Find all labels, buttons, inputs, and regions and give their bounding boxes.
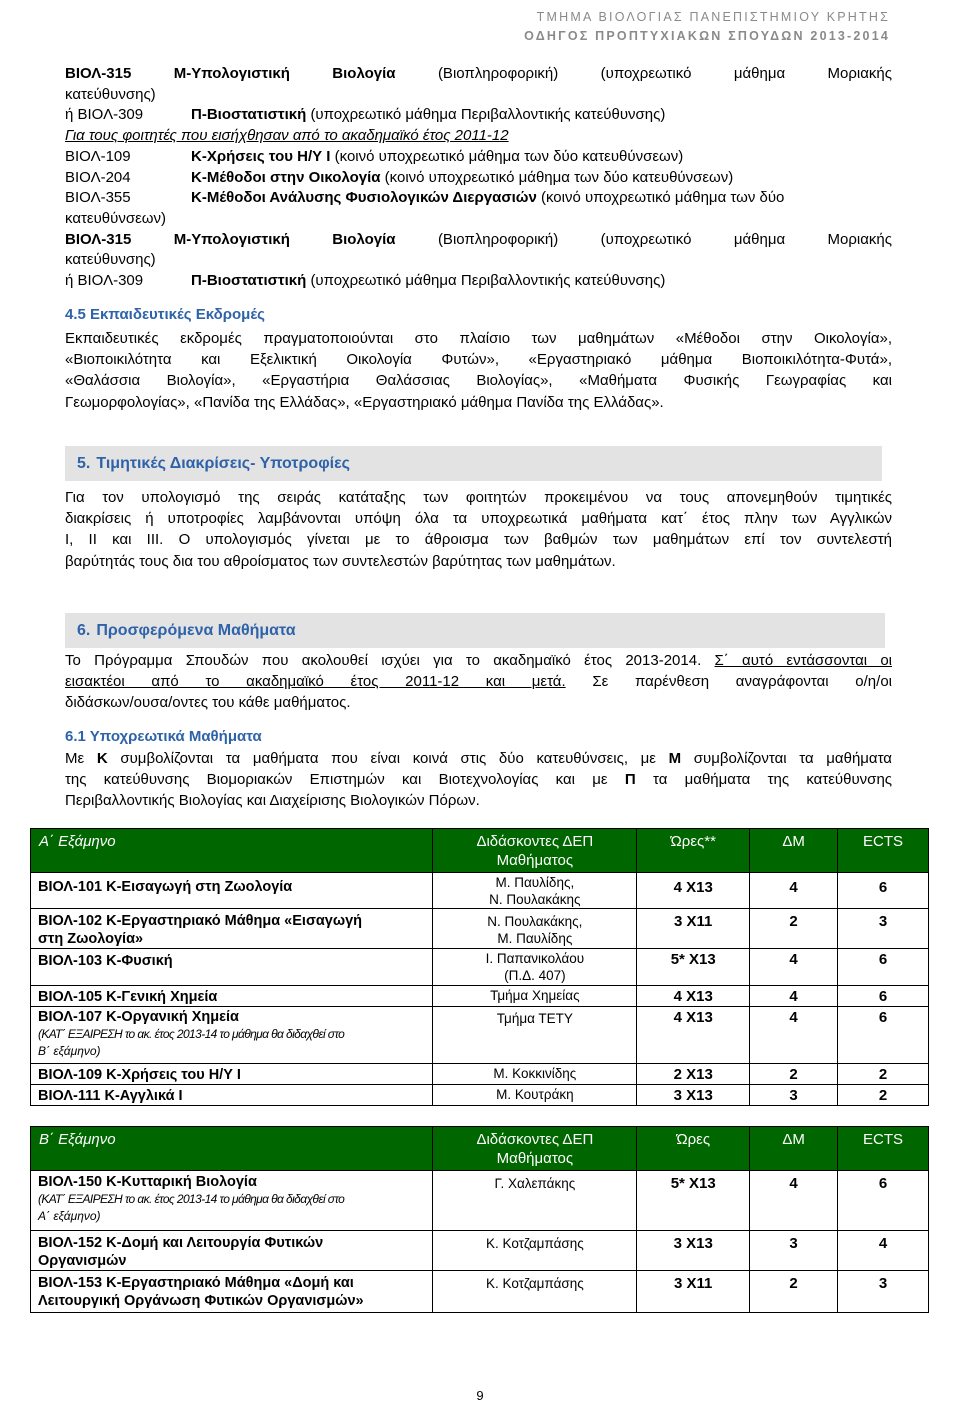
column-header: Διδάσκοντες ΔΕΠ Μαθήματος bbox=[433, 1127, 637, 1171]
section-6-1 bbox=[65, 727, 892, 812]
course-list bbox=[65, 64, 892, 292]
section-5-paragraph: Για τον υπολογισμό της σειράς κατάταξης των φοιτητών προκειμένου να τους απονεμηθούν τιμητικές διακρίσεις ή υποτροφίες λαμβάνονται υπόψη όλα τα υποχρεωτικά μαθήματα κατ΄ έτος πλην των Αγγλικών Ι, ΙΙ και ΙΙΙ. Ο υπολογισμός γίνεται με το άθροισμα των βαθμών των μαθημάτων επί τον συντελεστή βαρύτητάς τους δια του αθροίσματος των συντελεστών βαρύτητας των μαθημάτων. bbox=[65, 489, 892, 570]
table-row: ΒΙΟΛ-150 Κ-Κυτταρική Βιολογία (ΚΑΤ΄ ΕΞΑΙΡΕΣΗ το ακ. έτος 2013-14 το μάθημα θα διδαχθεί στο Α΄ εξάμηνο) Γ. Χαλεπάκης 5* Χ13 4 6 bbox=[31, 1171, 929, 1231]
section-5-heading: 5. Τιμητικές Διακρίσεις- Υποτροφίες bbox=[65, 446, 882, 481]
column-header: ΔΜ bbox=[750, 829, 838, 873]
list-item: ΒΙΟΛ-204 Κ-Μέθοδοι στην Οικολογία (κοινό υποχρεωτικό μάθημα των δύο κατευθύνσεων) bbox=[65, 168, 734, 186]
section-title: 6.1 Υποχρεωτικά Μαθήματα bbox=[65, 728, 262, 745]
table-row: ΒΙΟΛ-102 Κ-Εργαστηριακό Μάθημα «Εισαγωγή στη Ζωολογία» Ν. Πουλακάκης, Μ. Παυλίδης 3 Χ11 2 3 bbox=[31, 909, 929, 949]
list-item: ή ΒΙΟΛ-309 Π-Βιοστατιστική (υποχρεωτικό μάθημα Περιβαλλοντικής κατεύθυνσης) bbox=[65, 106, 666, 124]
table-row: ΒΙΟΛ-101 Κ-Εισαγωγή στη Ζωολογία Μ. Παυλίδης, Ν. Πουλακάκης 4 Χ13 4 6 bbox=[31, 873, 929, 909]
column-header: ΔΜ bbox=[750, 1127, 838, 1171]
semester-b-table bbox=[30, 1126, 929, 1313]
section-title: 4.5 Εκπαιδευτικές Εκδρομές bbox=[65, 306, 265, 323]
column-header: Β΄ Εξάμηνο bbox=[31, 1127, 433, 1171]
header-line-2: ΟΔΗΓΟΣ ΠΡΟΠΤΥΧΙΑΚΩΝ ΣΠΟΥΔΩΝ 2013-2014 bbox=[524, 29, 890, 43]
table-row: ΒΙΟΛ-109 Κ-Χρήσεις του Η/Υ Ι Μ. Κοκκινίδης 2 Χ13 2 2 bbox=[31, 1064, 929, 1085]
list-item: ΒΙΟΛ-109 Κ-Χρήσεις του Η/Υ Ι (κοινό υποχρεωτικό μάθημα των δύο κατευθύνσεων) bbox=[65, 147, 684, 165]
section-paragraph: Με Κ συμβολίζονται τα μαθήματα που είναι κοινά στις δύο κατευθύνσεις, με Μ συμβολίζονται τα μαθήματα της κατεύθυνσης Βιομοριακών Επιστημών και Βιοτεχνολογίας και με Π τα μαθήματα της κατεύθυνσης Περιβαλλοντικής Βιολογίας και Διαχείρισης Βιολογικών Πόρων. bbox=[65, 750, 893, 810]
table-row: ΒΙΟΛ-107 Κ-Οργανική Χημεία (ΚΑΤ΄ ΕΞΑΙΡΕΣΗ το ακ. έτος 2013-14 το μάθημα θα διδαχθεί στο Β΄ εξάμηνο) Τμήμα ΤΕΤΥ 4 Χ13 4 6 bbox=[31, 1007, 929, 1064]
page-number: 9 bbox=[476, 1388, 484, 1403]
list-item: ΒΙΟΛ-355 Κ-Μέθοδοι Ανάλυσης Φυσιολογικών Διεργασιών (κοινό υποχρεωτικό μάθημα των δύο bbox=[65, 189, 785, 207]
column-header: ECTS bbox=[838, 829, 929, 873]
list-item: Για τους φοιτητές που εισήχθησαν από το ακαδημαϊκό έτος 2011-12 bbox=[65, 127, 509, 145]
table-row: ΒΙΟΛ-153 Κ-Εργαστηριακό Μάθημα «Δομή και Λειτουργική Οργάνωση Φυτικών Οργανισμών» Κ. Κοτζαμπάσης 3 Χ11 2 3 bbox=[31, 1271, 929, 1313]
list-item: ΒΙΟΛ-315 Μ-Υπολογιστική Βιολογία (Βιοπληροφορική) (υποχρεωτικό μάθημα Μοριακής bbox=[65, 65, 892, 82]
section-paragraph: Εκπαιδευτικές εκδρομές πραγματοποιούνται στο πλαίσιο των μαθημάτων «Μέθοδοι στην Οικολογία», «Βιοποικιλότητα και Εξελικτική Οικολογία Φυτών», «Εργαστηριακό μάθημα Βιοποικιλότητα-Φυτά», «Θαλάσσια Βιολογία», «Εργαστήρια Θαλάσσιας Βιολογίας», «Μαθήματα Φυσικής Γεωγραφίας και Γεωμορφολογίας», «Πανίδα της Ελλάδας», «Εργαστηριακό μάθημα Πανίδα της Ελλάδας». bbox=[65, 330, 892, 411]
running-header bbox=[524, 8, 890, 46]
column-header: Διδάσκοντες ΔΕΠ Μαθήματος bbox=[433, 829, 637, 873]
list-item: ΒΙΟΛ-315 Μ-Υπολογιστική Βιολογία (Βιοπληροφορική) (υποχρεωτικό μάθημα Μοριακής bbox=[65, 230, 892, 248]
section-6-heading: 6. Προσφερόμενα Μαθήματα bbox=[65, 613, 885, 648]
table-row: ΒΙΟΛ-152 Κ-Δομή και Λειτουργία Φυτικών Οργανισμών Κ. Κοτζαμπάσης 3 Χ13 3 4 bbox=[31, 1231, 929, 1271]
table-header-row bbox=[31, 829, 929, 873]
column-header: Ώρες** bbox=[637, 829, 750, 873]
list-item: κατεύθυνσης) bbox=[65, 85, 156, 103]
column-header: ECTS bbox=[838, 1127, 929, 1171]
section-4-5 bbox=[65, 305, 892, 413]
section-6-paragraph: Το Πρόγραμμα Σπουδών που ακολουθεί ισχύει για το ακαδημαϊκό έτος 2013-2014. Σ΄ αυτό εντάσσονται οι εισακτέοι από το ακαδημαϊκό έτος 2011-12 και μετά. Σε παρένθεση αναγράφονται ο/η/οι διδάσκων/ουσα/οντες του κάθε μαθήματος. bbox=[65, 652, 893, 712]
header-line-1: ΤΜΗΜΑ ΒΙΟΛΟΓΙΑΣ ΠΑΝΕΠΙΣΤΗΜΙΟΥ ΚΡΗΤΗΣ bbox=[536, 10, 890, 24]
semester-a-table bbox=[30, 828, 929, 1106]
column-header: Α΄ Εξάμηνο bbox=[31, 829, 433, 873]
column-header: Ώρες bbox=[637, 1127, 750, 1171]
list-item: ή ΒΙΟΛ-309 Π-Βιοστατιστική (υποχρεωτικό μάθημα Περιβαλλοντικής κατεύθυνσης) bbox=[65, 272, 666, 290]
list-item: κατευθύνσεων) bbox=[65, 209, 167, 227]
table-header-row bbox=[31, 1127, 929, 1171]
list-item: κατεύθυνσης) bbox=[65, 251, 156, 269]
table-row: ΒΙΟΛ-103 Κ-Φυσική Ι. Παπανικολάου (Π.Δ. 407) 5* Χ13 4 6 bbox=[31, 949, 929, 986]
table-row: ΒΙΟΛ-105 Κ-Γενική Χημεία Τμήμα Χημείας 4 Χ13 4 6 bbox=[31, 986, 929, 1007]
table-row: ΒΙΟΛ-111 Κ-Αγγλικά Ι Μ. Κουτράκη 3 Χ13 3 2 bbox=[31, 1085, 929, 1106]
